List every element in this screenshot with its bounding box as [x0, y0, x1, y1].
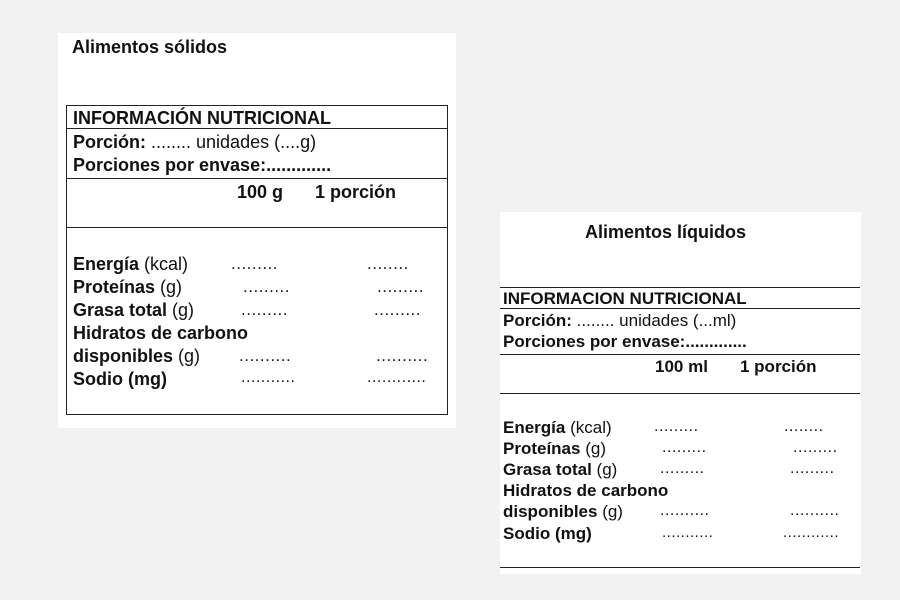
liquid-col-100ml: 100 ml — [655, 357, 708, 376]
liquid-row-fat — [503, 460, 617, 480]
solid-heading-row — [67, 106, 447, 129]
liquid-portion-value: ........ unidades (...ml) — [571, 311, 737, 330]
row-unit: (g) — [597, 502, 623, 521]
solid-per-pack-value: ............. — [266, 155, 332, 175]
row-unit: (g) — [173, 346, 201, 366]
row-name: Hidratos de carbono — [73, 323, 249, 343]
solid-column-head-section — [67, 179, 447, 228]
row-name: Proteínas — [73, 277, 156, 297]
liquid-fat-v2: ......... — [790, 460, 835, 477]
solid-row-protein — [73, 277, 182, 298]
liquid-row-energy — [503, 418, 612, 438]
liquid-col-portion: 1 porción — [740, 357, 817, 376]
solid-fat-v1: ......... — [241, 300, 289, 319]
liquid-row-carbs-available — [503, 502, 623, 522]
solid-sodium-v1: ........... — [241, 369, 296, 386]
liquid-portion-label: Porción: — [503, 311, 572, 330]
liquid-carbs-v1: .......... — [660, 502, 710, 519]
liquid-per-pack-label: Porciones por envase: — [503, 332, 686, 351]
solid-row-energy — [73, 254, 188, 275]
liquid-row-carbs — [503, 481, 668, 501]
liquid-sodium-v2: ............ — [783, 524, 840, 541]
row-unit: (g) — [580, 439, 606, 458]
solid-carbs-v1: .......... — [239, 346, 292, 365]
liquid-heading: INFORMACION NUTRICIONAL — [503, 289, 747, 308]
solid-per-pack-line — [73, 155, 331, 176]
row-unit: (g) — [155, 277, 183, 297]
liquid-fat-v1: ......... — [660, 460, 705, 477]
solid-energy-v2: ........ — [367, 254, 409, 273]
row-name: Grasa total — [73, 300, 168, 320]
liquid-foods-card — [500, 212, 861, 574]
row-unit: (kcal) — [565, 418, 612, 437]
solid-energy-v1: ......... — [231, 254, 279, 273]
solid-carbs-v2: .......... — [376, 346, 429, 365]
solid-row-sodium — [73, 369, 167, 390]
liquid-row-sodium — [503, 524, 592, 544]
solid-portion-label: Porción: — [73, 132, 147, 152]
liquid-per-pack-line — [503, 332, 747, 352]
solid-fat-v2: ......... — [374, 300, 422, 319]
liquid-energy-v2: ........ — [784, 418, 824, 435]
solid-col-portion: 1 porción — [315, 182, 397, 202]
solid-portion-section — [67, 129, 447, 179]
solid-nutrition-table — [66, 105, 448, 415]
row-unit: (g) — [167, 300, 195, 320]
solid-protein-v1: ......... — [243, 277, 291, 296]
liquid-heading-row — [500, 288, 860, 309]
liquid-portion-line — [503, 311, 736, 331]
liquid-protein-v2: ......... — [793, 439, 838, 456]
row-unit: (kcal) — [139, 254, 189, 274]
solid-portion-value: ........ unidades (....g) — [146, 132, 317, 152]
row-name: disponibles — [503, 502, 598, 521]
solid-heading: INFORMACIÓN NUTRICIONAL — [73, 108, 331, 128]
solid-foods-card — [58, 33, 456, 428]
liquid-per-pack-value: ............. — [685, 332, 747, 351]
liquid-row-protein — [503, 439, 606, 459]
liquid-protein-v1: ......... — [662, 439, 707, 456]
solid-row-fat — [73, 300, 194, 321]
row-name: Energía — [503, 418, 566, 437]
liquid-sodium-v1: ........... — [662, 524, 714, 541]
row-unit: (g) — [591, 460, 618, 479]
liquid-carbs-v2: .......... — [790, 502, 840, 519]
row-name: Energía — [73, 254, 140, 274]
row-name: Grasa total — [503, 460, 592, 479]
row-name: Sodio (mg) — [73, 369, 167, 389]
liquid-nutrition-table — [500, 287, 860, 568]
solid-protein-v2: ......... — [377, 277, 425, 296]
liquid-column-head-section — [500, 355, 860, 394]
row-name: disponibles — [73, 346, 174, 366]
solid-row-carbs-available — [73, 346, 200, 367]
solid-per-pack-label: Porciones por envase: — [73, 155, 267, 175]
solid-sodium-v2: ............ — [367, 369, 427, 386]
solid-title: Alimentos sólidos — [72, 37, 228, 57]
row-name: Proteínas — [503, 439, 581, 458]
liquid-energy-v1: ......... — [654, 418, 699, 435]
row-name: Hidratos de carbono — [503, 481, 669, 500]
row-name: Sodio (mg) — [503, 524, 592, 543]
liquid-title: Alimentos líquidos — [585, 222, 747, 242]
solid-col-100g: 100 g — [237, 182, 284, 202]
solid-portion-line — [73, 132, 316, 153]
liquid-portion-section — [500, 309, 860, 355]
solid-row-carbs — [73, 323, 248, 344]
